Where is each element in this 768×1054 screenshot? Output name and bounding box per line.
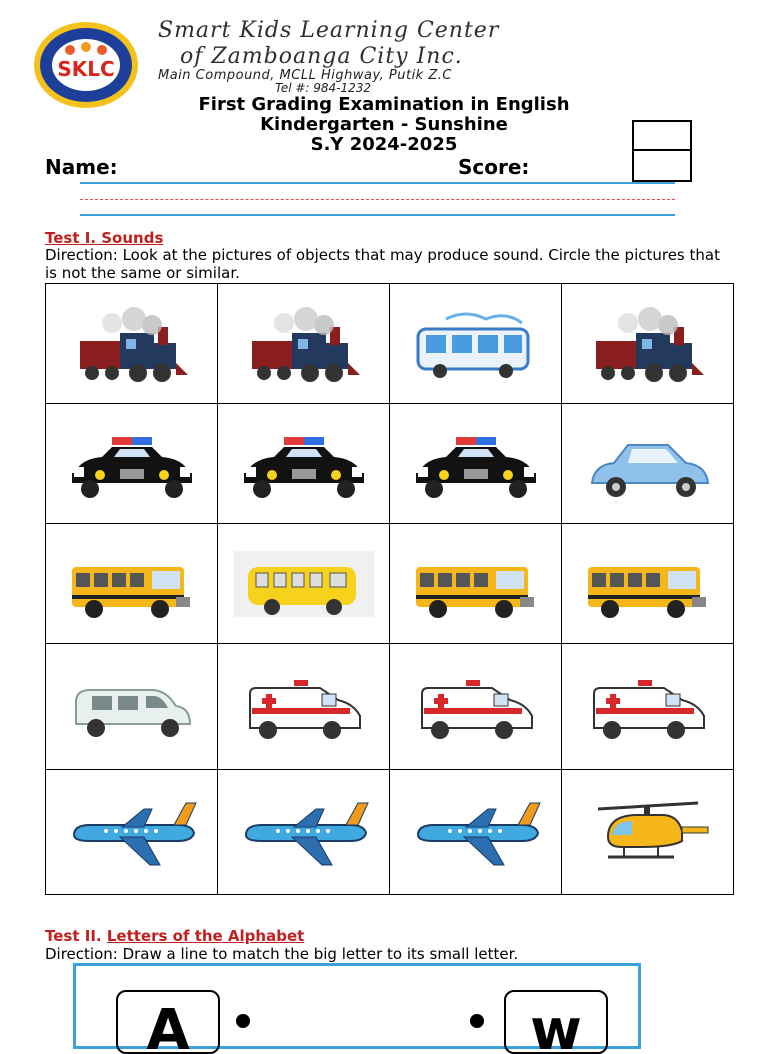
score-box[interactable] — [632, 120, 692, 182]
big-letter-dot[interactable] — [236, 1014, 250, 1028]
test2-title-prefix: Test II. — [45, 927, 102, 945]
grid-row — [46, 644, 734, 770]
helicopter-icon — [578, 791, 718, 873]
picture-cell[interactable] — [562, 404, 734, 524]
yellow-bus-icon — [234, 543, 374, 625]
train-icon — [578, 303, 718, 385]
picture-cell[interactable] — [390, 644, 562, 770]
train-icon — [234, 303, 374, 385]
picture-cell[interactable] — [390, 284, 562, 404]
picture-cell[interactable] — [46, 524, 218, 644]
grid-row — [46, 770, 734, 895]
grid-row — [46, 524, 734, 644]
matching-area — [73, 963, 641, 1054]
school-name-line1: Smart Kids Learning Center — [158, 18, 500, 43]
school-bus-icon — [578, 543, 718, 625]
logo-text: SKLC — [57, 57, 115, 81]
grid-row — [46, 404, 734, 524]
picture-cell[interactable] — [562, 524, 734, 644]
name-label: Name: — [45, 155, 118, 179]
picture-cell[interactable] — [218, 404, 390, 524]
small-letter-dot[interactable] — [470, 1014, 484, 1028]
ambulance-icon — [578, 666, 718, 748]
picture-cell[interactable] — [218, 770, 390, 895]
picture-cell[interactable] — [46, 770, 218, 895]
picture-cell[interactable] — [218, 524, 390, 644]
score-label: Score: — [458, 155, 530, 179]
school-telephone: Tel #: 984-1232 — [275, 81, 372, 95]
picture-cell[interactable] — [390, 524, 562, 644]
picture-cell[interactable] — [218, 284, 390, 404]
police-car-icon — [62, 423, 202, 505]
school-address: Main Compound, MCLL Highway, Putik Z.C — [158, 68, 452, 83]
picture-cell[interactable] — [562, 644, 734, 770]
picture-cell[interactable] — [218, 644, 390, 770]
school-bus-icon — [406, 543, 546, 625]
test2-title — [45, 927, 304, 945]
picture-cell[interactable] — [390, 770, 562, 895]
test2-title-link: Letters of the Alphabet — [106, 927, 305, 945]
city-bus-icon — [406, 303, 546, 385]
airplane-icon — [62, 791, 202, 873]
exam-school-year: S.Y 2024-2025 — [310, 134, 458, 155]
ambulance-icon — [406, 666, 546, 748]
police-car-icon — [406, 423, 546, 505]
name-line-dashed — [80, 199, 675, 200]
train-icon — [62, 303, 202, 385]
police-car-icon — [234, 423, 374, 505]
picture-grid — [45, 283, 734, 895]
grid-row — [46, 284, 734, 404]
name-line-bottom — [80, 214, 675, 216]
picture-cell[interactable] — [390, 404, 562, 524]
picture-cell[interactable] — [562, 284, 734, 404]
picture-cell[interactable] — [562, 770, 734, 895]
test1-direction: Direction: Look at the pictures of objects that may produce sound. Circle the pictures that is not the same or similar. — [45, 246, 720, 282]
picture-cell[interactable] — [46, 404, 218, 524]
school-name-line2: of Zamboanga City Inc. — [180, 44, 463, 69]
exam-class: Kindergarten - Sunshine — [260, 114, 508, 135]
test1-title: Test I. Sounds — [45, 229, 164, 247]
van-icon — [62, 666, 202, 748]
big-letter-card: A — [116, 990, 220, 1054]
picture-cell[interactable] — [46, 284, 218, 404]
small-letter-card: w — [504, 990, 608, 1054]
ambulance-icon — [234, 666, 374, 748]
picture-cell[interactable] — [46, 644, 218, 770]
test2-direction: Direction: Draw a line to match the big letter to its small letter. — [45, 945, 519, 963]
airplane-icon — [406, 791, 546, 873]
airplane-icon — [234, 791, 374, 873]
school-bus-icon — [62, 543, 202, 625]
name-line-top — [80, 182, 675, 184]
car-icon — [578, 423, 718, 505]
exam-title: First Grading Examination in English — [198, 94, 570, 115]
